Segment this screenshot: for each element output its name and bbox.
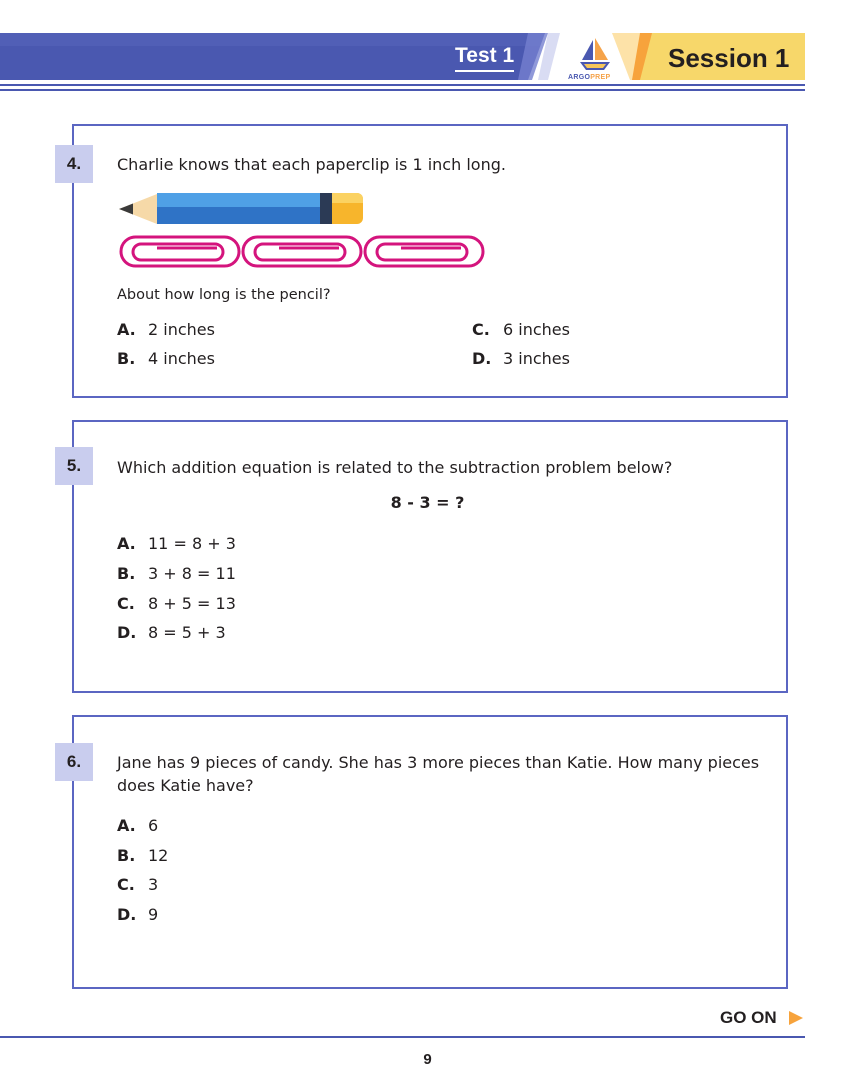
logo-argo: ARGO	[568, 74, 591, 81]
logo-wordmark	[568, 74, 610, 81]
answer-option[interactable]: A. 2 inches	[117, 320, 215, 339]
question-text: Charlie knows that each paperclip is 1 inch long.	[117, 155, 506, 174]
equation: 8 - 3 = ?	[390, 493, 465, 512]
arrow-right-icon	[789, 1011, 803, 1025]
test-label-underline	[455, 70, 514, 72]
answer-option[interactable]: D. 3 inches	[472, 349, 570, 368]
sub-question: About how long is the pencil?	[117, 287, 331, 303]
answer-option[interactable]: B. 3 + 8 = 11	[117, 564, 236, 583]
question-text: Jane has 9 pieces of candy. She has 3 more pieces than Katie. How many pieces does Katie have?	[117, 753, 760, 795]
answer-option[interactable]: C. 8 + 5 = 13	[117, 594, 236, 613]
answer-option[interactable]: C. 6 inches	[472, 320, 570, 339]
answer-option[interactable]: D. 8 = 5 + 3	[117, 623, 226, 642]
page-number: 9	[423, 1051, 432, 1068]
answer-option[interactable]: C. 3	[117, 875, 159, 894]
session-label: Session 1	[668, 43, 790, 73]
paperclip-icon	[243, 237, 361, 266]
footer-divider	[0, 1036, 805, 1038]
answer-option[interactable]: A. 11 = 8 + 3	[117, 534, 236, 553]
answer-option[interactable]: D. 9	[117, 905, 159, 924]
page-header	[0, 0, 855, 100]
paperclip-icon	[365, 237, 483, 266]
paperclips	[121, 237, 483, 266]
test-label: Test 1	[455, 44, 515, 67]
answer-option[interactable]: A. 6	[117, 816, 159, 835]
pencil-paperclip-figure	[115, 190, 495, 272]
paperclip-icon	[121, 237, 239, 266]
question-number: 5.	[55, 447, 93, 485]
pencil-icon	[119, 193, 363, 224]
go-on-label: GO ON	[720, 1008, 777, 1027]
question-number: 4.	[55, 145, 93, 183]
question-number: 6.	[55, 743, 93, 781]
question-text: Which addition equation is related to the subtraction problem below?	[117, 458, 673, 477]
logo-prep: PREP	[590, 74, 611, 81]
answer-option[interactable]: B. 12	[117, 846, 169, 865]
answer-option[interactable]: B. 4 inches	[117, 349, 215, 368]
